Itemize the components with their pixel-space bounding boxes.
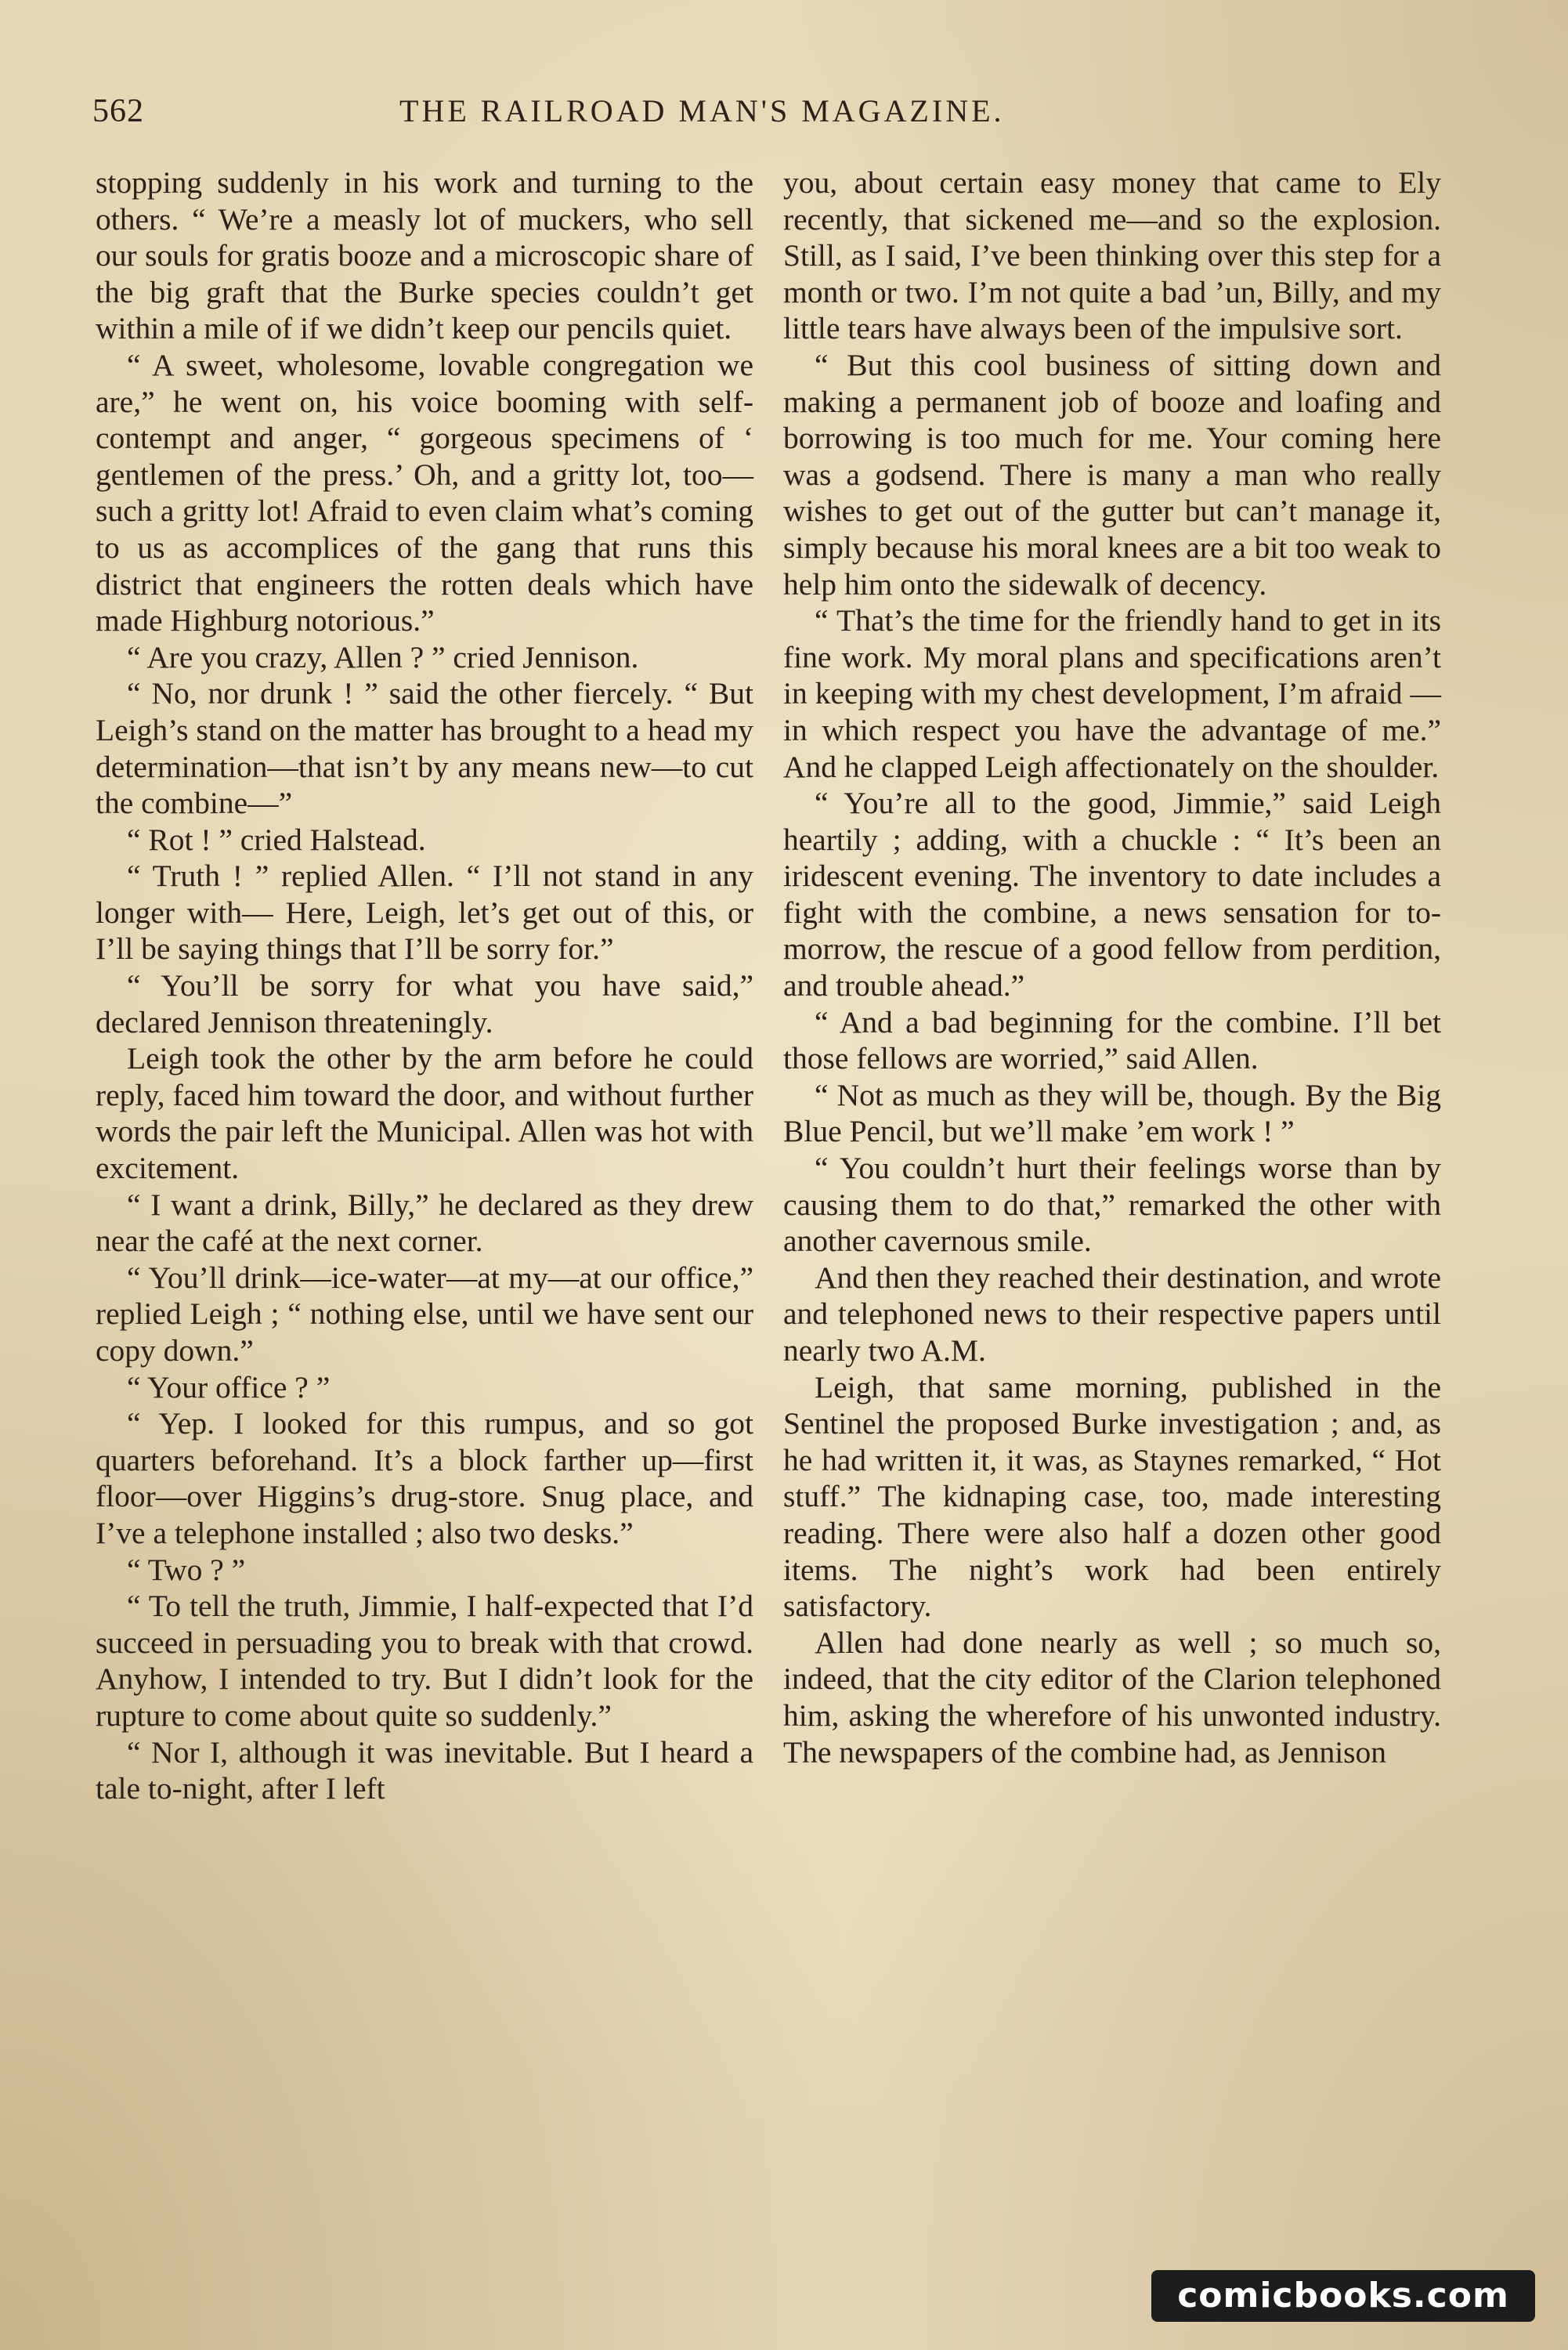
paragraph: Allen had done nearly as well ; so much so, indeed, that the city editor of the Clarion telephoned him, asking the wherefore of his unwonted industry. The newspapers of the combine had, as Jennison — [783, 1625, 1441, 1770]
paragraph: “ That’s the time for the friendly hand to get in its fine work. My moral plans and specifications aren’t in keeping with my chest development, I’m afraid — in which respect you have the advantage of me.” And he clapped Leigh affectionately on the shoulder. — [783, 603, 1441, 784]
running-title: THE RAILROAD MAN'S MAGAZINE. — [399, 93, 1005, 128]
paragraph: “ Two ? ” — [127, 1552, 246, 1587]
paragraph: And then they reached their destination, and wrote and telephoned news to their respective papers until nearly two A.M. — [783, 1260, 1441, 1368]
paragraph: “ You’re all to the good, Jimmie,” said Leigh heartily ; adding, with a chuckle : “ It’s been an iridescent evening. The inventory to date includes a fight with the combine, a news sensation for to-morrow, the rescue of a good fellow from perdition, and trouble ahead.” — [783, 786, 1441, 1003]
paragraph: “ You couldn’t hurt their feelings worse than by causing them to do that,” remarked the other with another cavernous smile. — [783, 1151, 1441, 1259]
paragraph: “ Not as much as they will be, though. By the Big Blue Pencil, but we’ll make ’em work ! ” — [783, 1077, 1441, 1149]
paragraph: “ You’ll drink—ice-water—at my—at our office,” replied Leigh ; “ nothing else, until we have sent our copy down.” — [96, 1260, 753, 1368]
paragraph: “ A sweet, wholesome, lovable congregation we are,” he went on, his voice booming with self-contempt and anger, “ gorgeous specimens of ‘ gentlemen of the press.’ Oh, and a gritty lot, too—such a gritty lot! Afraid to even claim what’s coming to us as accomplices of the gang that runs this district that engineers the rotten deals which have made Highburg notorious.” — [96, 347, 753, 638]
paragraph: “ But this cool business of sitting down and making a permanent job of booze and loafing and borrowing is too much for me. Your coming here was a godsend. There is many a man who really wishes to get out of the gutter but can’t manage it, simply because his moral knees are a bit too weak to help him onto the sidewalk of decency. — [783, 347, 1441, 602]
paragraph: “ To tell the truth, Jimmie, I half-expected that I’d succeed in persuading you to break with that crowd. Anyhow, I intended to try. But I didn’t look for the rupture to come about quite so suddenly.” — [96, 1589, 753, 1733]
site-watermark: comicbooks.com — [1151, 2270, 1535, 2322]
page-header — [92, 92, 1452, 139]
paragraph: “ Your office ? ” — [127, 1369, 331, 1405]
paragraph: “ Nor I, although it was inevitable. But I heard a tale to-night, after I left — [96, 1734, 753, 1806]
paragraph: “ Are you crazy, Allen ? ” cried Jennison. — [127, 639, 639, 674]
right-column — [783, 164, 1441, 1770]
left-column — [96, 164, 753, 1807]
paragraph: “ Yep. I looked for this rumpus, and so got quarters beforehand. It’s a block farther up—first floor—over Higgins’s drug-store. Snug place, and I’ve a telephone installed ; also two desks.” — [96, 1406, 753, 1550]
paragraph: “ And a bad beginning for the combine. I’ll bet those fellows are worried,” said Allen. — [783, 1004, 1441, 1076]
paragraph: “ No, nor drunk ! ” said the other fiercely. “ But Leigh’s stand on the matter has brought to a head my determination—that isn’t by any means new—to cut the combine—” — [96, 676, 753, 821]
paragraph: “ I want a drink, Billy,” he declared as they drew near the café at the next corner. — [96, 1187, 753, 1259]
page-number: 562 — [92, 93, 144, 129]
paragraph: Leigh, that same morning, published in the Sentinel the proposed Burke investigation ; and, as he had written it, it was, as Staynes remarked, “ Hot stuff.” The kidnaping case, too, made interesting reading. There were also half a dozen other good items. The night’s work had been entirely satisfactory. — [783, 1369, 1441, 1624]
paragraph: “ You’ll be sorry for what you have said,” declared Jennison threateningly. — [96, 968, 753, 1039]
paragraph: Leigh took the other by the arm before he could reply, faced him toward the door, and without further words the pair left the Municipal. Allen was hot with excitement. — [96, 1041, 753, 1186]
paragraph: you, about certain easy money that came to Ely recently, that sickened me—and so the explosion. Still, as I said, I’ve been thinking over this step for a month or two. I’m not quite a bad ’un, Billy, and my little tears have always been of the impulsive sort. — [783, 165, 1441, 346]
paragraph: “ Rot ! ” cried Halstead. — [127, 822, 426, 857]
paragraph: stopping suddenly in his work and turning to the others. “ We’re a measly lot of muckers, who sell our souls for gratis booze and a microscopic share of the big graft that the Burke species couldn’t get within a mile of if we didn’t keep our pencils quiet. — [96, 165, 753, 346]
paragraph: “ Truth ! ” replied Allen. “ I’ll not stand in any longer with— Here, Leigh, let’s get out of this, or I’ll be saying things that I’ll be sorry for.” — [96, 859, 753, 967]
